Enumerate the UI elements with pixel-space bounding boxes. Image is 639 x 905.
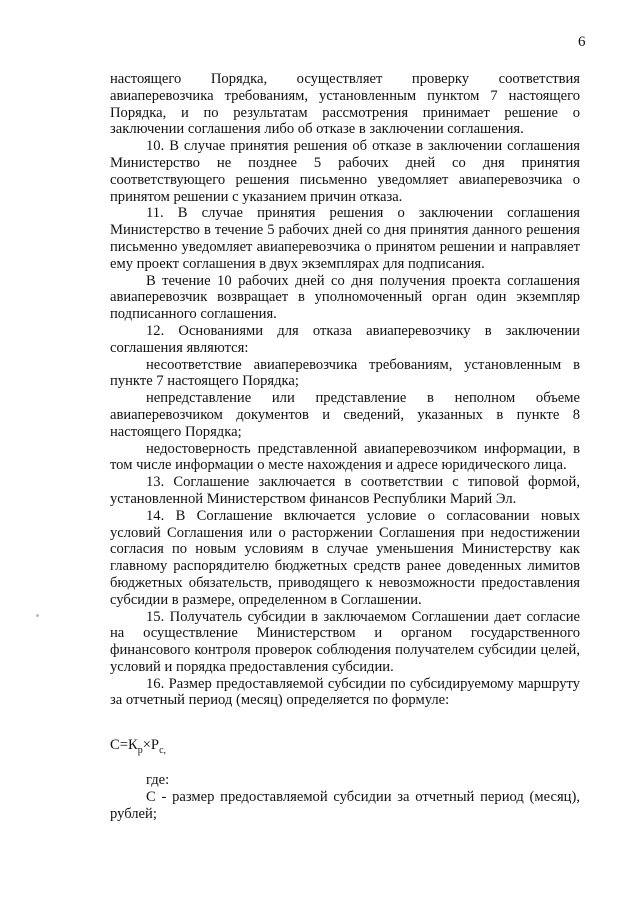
paragraph-13: 13. Соглашение заключается в соответствии с типовой формой, установленной Министерством финансов Республики Марий Эл. — [110, 474, 580, 507]
paragraph-11: 11. В случае принятия решения о заключении соглашения Министерство в течение 5 рабочих дней со дня принятия данного решения письменно уведомляет авиаперевозчика о принятом решении и направляет ему проект соглашения в двух экземплярах для подписания. — [110, 205, 580, 272]
subsidy-formula — [110, 737, 580, 760]
paragraph-12-item-3: недостоверность представленной авиаперевозчиком информации, в том числе информации о месте нахождения и адресе юридического лица. — [110, 440, 580, 474]
paragraph-10: 10. В случае принятия решения об отказе в заключении соглашения Министерство не позднее 5 рабочих дней со дня принятия соответствующего решения письменно уведомляет авиаперевозчика о принятом решении с указанием причин отказа. — [110, 138, 580, 205]
paragraph-11-return: В течение 10 рабочих дней со дня получения проекта соглашения авиаперевозчик возвращает в уполномоченный орган один экземпляр подписанного соглашения. — [110, 272, 580, 323]
formula-times: ×Р — [142, 737, 160, 754]
page-number: 6 — [578, 34, 586, 50]
paragraph-15: 15. Получатель субсидии в заключаемом Соглашении дает согласие на осуществление Министерством и органом государственного финансового контроля проверок соблюдения получателем субсидии целей, условий и порядка предоставления субсидии. — [110, 608, 580, 675]
formula-lhs: С=К — [110, 737, 138, 754]
paragraph-12-item-2: непредставление или представление в неполном объеме авиаперевозчиком документов и сведений, указанных в пункте 8 настоящего Порядка; — [110, 390, 580, 440]
formula-k-subscript: р — [137, 745, 143, 757]
paragraph-14: 14. В Соглашение включается условие о согласовании новых условий Соглашения или о расторжении Соглашения при недостижении согласия по новым условиям в случае уменьшения Министерству как главному распорядителю бюджетных средств ранее доведенных лимитов бюджетных обязательств, приводящего к невозможности предоставления субсидии в размере, определенном в Соглашении. — [110, 507, 580, 608]
document-body — [110, 71, 580, 822]
paragraph-continuation: настоящего Порядка, осуществляет проверку соответствия авиаперевозчика требованиям, установленным пунктом 7 настоящего Порядка, и по результатам рассмотрения принимает решение о заключении соглашения либо об отказе в заключении соглашения. — [110, 71, 580, 138]
formula-definition-c: С - размер предоставляемой субсидии за отчетный период (месяц), рублей; — [110, 788, 580, 822]
formula-where-label: где: — [146, 771, 170, 788]
paragraph-12: 12. Основаниями для отказа авиаперевозчику в заключении соглашения являются: — [110, 322, 580, 356]
scan-artifact — [36, 614, 39, 617]
formula-p-subscript: с, — [159, 745, 167, 757]
paragraph-16: 16. Размер предоставляемой субсидии по субсидируемому маршруту за отчетный период (месяц) определяется по формуле: — [110, 675, 580, 709]
paragraph-12-item-1: несоответствие авиаперевозчика требованиям, установленным в пункте 7 настоящего Порядка; — [110, 356, 580, 390]
